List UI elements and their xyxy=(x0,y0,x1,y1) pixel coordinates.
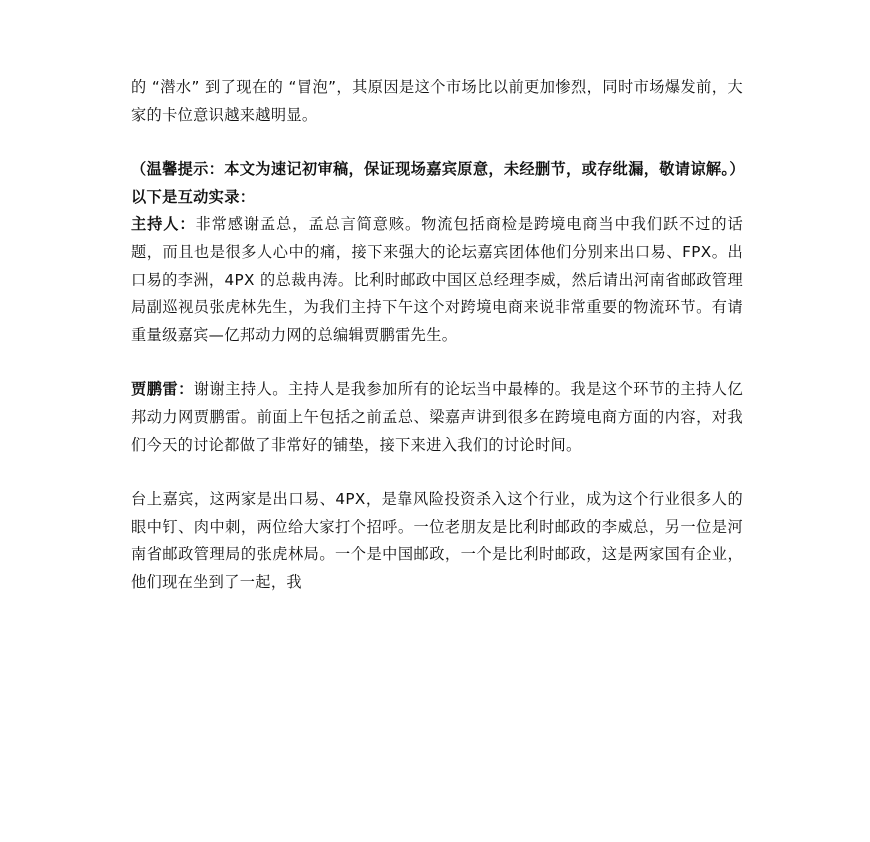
paragraph-guests: 台上嘉宾，这两家是出口易、4PX，是靠风险投资杀入这个行业，成为这个行业很多人的眼中钉、肉中刺，两位给大家打个招呼。一位老朋友是比利时邮政的李威总，另一位是河南省邮政管理局的张虎林局。一个是中国邮政，一个是比利时邮政，这是两家国有企业，他们现在坐到了一起，我 xyxy=(131,490,743,591)
paragraph-host-text: 非常感谢孟总，孟总言简意赅。物流包括商检是跨境电商当中我们跃不过的话题，而且也是很多人心中的痛，接下来强大的论坛嘉宾团体他们分别来出口易、FPX。出口易的李洲，4PX 的总裁冉涛。比利时邮政中国区总经理李威，然后请出河南省邮政管理局副巡视员张虎林先生，为我们主持下午这个对跨境电商来说非常重要的物流环节。有请重量级嘉宾—亿邦动力网的总编辑贾鹏雷先生。 xyxy=(131,215,743,344)
paragraph-gap xyxy=(131,129,743,156)
paragraph-host xyxy=(131,211,743,349)
paragraph-jia xyxy=(131,376,743,459)
paragraph-gap xyxy=(131,349,743,376)
speaker-label-host: 主持人： xyxy=(131,215,196,234)
speaker-label-jia: 贾鹏雷： xyxy=(131,380,194,399)
paragraph-jia-text: 谢谢主持人。主持人是我参加所有的论坛当中最棒的。我是这个环节的主持人亿邦动力网贾鹏雷。前面上午包括之前孟总、梁嘉声讲到很多在跨境电商方面的内容，对我们今天的讨论都做了非常好的铺垫，接下来进入我们的讨论时间。 xyxy=(131,380,744,454)
editor-note: （温馨提示：本文为速记初审稿，保证现场嘉宾原意，未经删节，或存纰漏，敬请谅解。） xyxy=(131,160,745,179)
paragraph-gap xyxy=(131,459,743,486)
paragraph-intro: 的 “潜水” 到了现在的 “冒泡”，其原因是这个市场比以前更加惨烈，同时市场爆发前，大家的卡位意识越来越明显。 xyxy=(131,78,743,124)
interaction-heading: 以下是互动实录： xyxy=(131,187,256,206)
document-page xyxy=(131,74,743,597)
